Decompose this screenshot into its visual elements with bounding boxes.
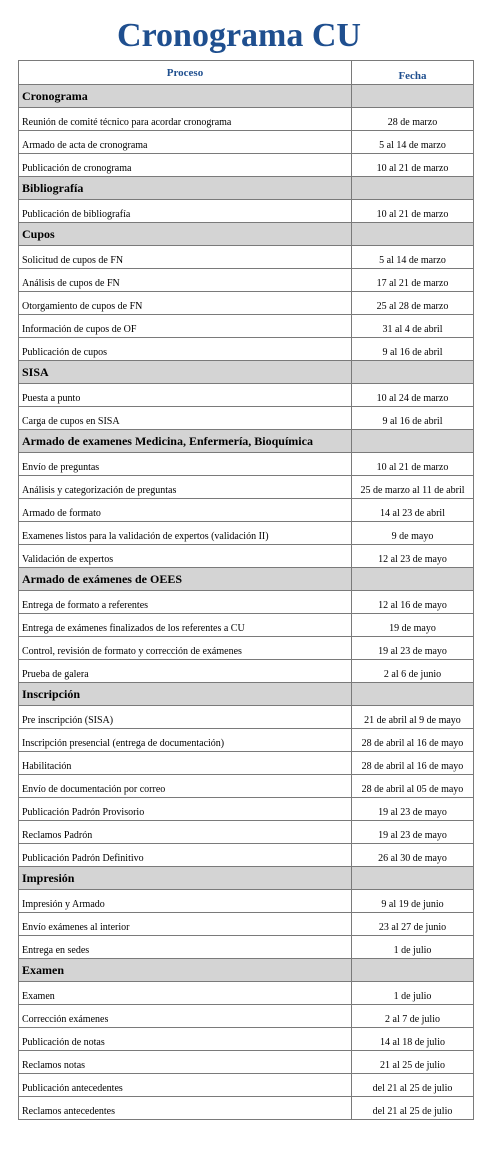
- proceso-cell: Control, revisión de formato y corrección de exámenes: [19, 637, 352, 660]
- section-row: [19, 85, 474, 108]
- fecha-cell: 25 de marzo al 11 de abril: [352, 476, 474, 499]
- table-row: [19, 982, 474, 1005]
- section-title: Bibliografía: [19, 177, 352, 200]
- proceso-cell: Puesta a punto: [19, 384, 352, 407]
- section-title: Armado de exámenes de OEES: [19, 568, 352, 591]
- table-row: [19, 729, 474, 752]
- proceso-cell: Envío de documentación por correo: [19, 775, 352, 798]
- section-empty-cell: [352, 683, 474, 706]
- fecha-cell: 5 al 14 de marzo: [352, 131, 474, 154]
- table-row: [19, 292, 474, 315]
- fecha-cell: 19 al 23 de mayo: [352, 798, 474, 821]
- proceso-cell: Solicitud de cupos de FN: [19, 246, 352, 269]
- table-row: [19, 1051, 474, 1074]
- fecha-cell: 5 al 14 de marzo: [352, 246, 474, 269]
- fecha-cell: 10 al 24 de marzo: [352, 384, 474, 407]
- fecha-cell: del 21 al 25 de julio: [352, 1097, 474, 1120]
- fecha-cell: 28 de marzo: [352, 108, 474, 131]
- proceso-cell: Publicación Padrón Definitivo: [19, 844, 352, 867]
- table-row: [19, 798, 474, 821]
- table-row: [19, 1097, 474, 1120]
- section-row: [19, 430, 474, 453]
- fecha-cell: 23 al 27 de junio: [352, 913, 474, 936]
- table-row: [19, 384, 474, 407]
- table-row: [19, 591, 474, 614]
- fecha-cell: 14 al 18 de julio: [352, 1028, 474, 1051]
- table-row: [19, 706, 474, 729]
- fecha-cell: 28 de abril al 05 de mayo: [352, 775, 474, 798]
- table-row: [19, 315, 474, 338]
- section-empty-cell: [352, 430, 474, 453]
- proceso-cell: Examen: [19, 982, 352, 1005]
- fecha-cell: 12 al 16 de mayo: [352, 591, 474, 614]
- table-row: [19, 1005, 474, 1028]
- fecha-cell: 17 al 21 de marzo: [352, 269, 474, 292]
- proceso-cell: Reclamos notas: [19, 1051, 352, 1074]
- table-row: [19, 269, 474, 292]
- section-title: Armado de examenes Medicina, Enfermería, Bioquímica: [19, 430, 352, 453]
- fecha-cell: 9 al 16 de abril: [352, 407, 474, 430]
- table-row: [19, 453, 474, 476]
- fecha-cell: 28 de abril al 16 de mayo: [352, 752, 474, 775]
- table-row: [19, 522, 474, 545]
- fecha-cell: 25 al 28 de marzo: [352, 292, 474, 315]
- section-row: [19, 177, 474, 200]
- section-empty-cell: [352, 361, 474, 384]
- fecha-cell: 1 de julio: [352, 982, 474, 1005]
- fecha-cell: 2 al 6 de junio: [352, 660, 474, 683]
- section-row: [19, 683, 474, 706]
- proceso-cell: Información de cupos de OF: [19, 315, 352, 338]
- section-row: [19, 223, 474, 246]
- table-row: [19, 775, 474, 798]
- fecha-cell: 10 al 21 de marzo: [352, 200, 474, 223]
- proceso-cell: Prueba de galera: [19, 660, 352, 683]
- section-row: [19, 568, 474, 591]
- section-row: [19, 959, 474, 982]
- table-row: [19, 752, 474, 775]
- fecha-cell: del 21 al 25 de julio: [352, 1074, 474, 1097]
- fecha-cell: 19 al 23 de mayo: [352, 637, 474, 660]
- proceso-cell: Reclamos antecedentes: [19, 1097, 352, 1120]
- table-row: [19, 154, 474, 177]
- fecha-cell: 31 al 4 de abril: [352, 315, 474, 338]
- section-title: SISA: [19, 361, 352, 384]
- table-row: [19, 637, 474, 660]
- section-title: Examen: [19, 959, 352, 982]
- section-empty-cell: [352, 959, 474, 982]
- table-row: [19, 936, 474, 959]
- fecha-cell: 14 al 23 de abril: [352, 499, 474, 522]
- section-row: [19, 361, 474, 384]
- table-row: [19, 338, 474, 361]
- table-row: [19, 890, 474, 913]
- proceso-cell: Habilitación: [19, 752, 352, 775]
- table-row: [19, 913, 474, 936]
- proceso-cell: Publicación antecedentes: [19, 1074, 352, 1097]
- section-empty-cell: [352, 85, 474, 108]
- proceso-cell: Armado de formato: [19, 499, 352, 522]
- fecha-cell: 28 de abril al 16 de mayo: [352, 729, 474, 752]
- table-row: [19, 200, 474, 223]
- fecha-cell: 2 al 7 de julio: [352, 1005, 474, 1028]
- proceso-cell: Envío exámenes al interior: [19, 913, 352, 936]
- fecha-cell: 10 al 21 de marzo: [352, 453, 474, 476]
- proceso-cell: Carga de cupos en SISA: [19, 407, 352, 430]
- table-row: [19, 660, 474, 683]
- section-row: [19, 867, 474, 890]
- fecha-cell: 10 al 21 de marzo: [352, 154, 474, 177]
- table-row: [19, 844, 474, 867]
- table-row: [19, 614, 474, 637]
- proceso-cell: Reclamos Padrón: [19, 821, 352, 844]
- proceso-cell: Publicación de bibliografía: [19, 200, 352, 223]
- section-title: Inscripción: [19, 683, 352, 706]
- table-row: [19, 821, 474, 844]
- fecha-cell: 9 al 19 de junio: [352, 890, 474, 913]
- fecha-cell: 21 de abril al 9 de mayo: [352, 706, 474, 729]
- page-title: Cronograma CU: [117, 17, 361, 54]
- proceso-cell: Reunión de comité técnico para acordar cronograma: [19, 108, 352, 131]
- proceso-cell: Corrección exámenes: [19, 1005, 352, 1028]
- table-row: [19, 476, 474, 499]
- proceso-cell: Envío de preguntas: [19, 453, 352, 476]
- proceso-cell: Armado de acta de cronograma: [19, 131, 352, 154]
- table-row: [19, 246, 474, 269]
- fecha-cell: 9 al 16 de abril: [352, 338, 474, 361]
- table-row: [19, 131, 474, 154]
- section-empty-cell: [352, 867, 474, 890]
- proceso-cell: Publicación de cronograma: [19, 154, 352, 177]
- table-row: [19, 545, 474, 568]
- section-title: Cupos: [19, 223, 352, 246]
- header-row: [19, 61, 474, 85]
- header-fecha: Fecha: [352, 61, 474, 85]
- proceso-cell: Examenes listos para la validación de expertos (validación II): [19, 522, 352, 545]
- fecha-cell: 19 de mayo: [352, 614, 474, 637]
- section-empty-cell: [352, 177, 474, 200]
- proceso-cell: Pre inscripción (SISA): [19, 706, 352, 729]
- schedule-table: [18, 60, 474, 1120]
- table-row: [19, 108, 474, 131]
- proceso-cell: Impresión y Armado: [19, 890, 352, 913]
- proceso-cell: Publicación de cupos: [19, 338, 352, 361]
- proceso-cell: Entrega de formato a referentes: [19, 591, 352, 614]
- proceso-cell: Inscripción presencial (entrega de documentación): [19, 729, 352, 752]
- schedule-body: [19, 61, 474, 1120]
- proceso-cell: Análisis de cupos de FN: [19, 269, 352, 292]
- proceso-cell: Otorgamiento de cupos de FN: [19, 292, 352, 315]
- fecha-cell: 26 al 30 de mayo: [352, 844, 474, 867]
- proceso-cell: Entrega en sedes: [19, 936, 352, 959]
- proceso-cell: Validación de expertos: [19, 545, 352, 568]
- proceso-cell: Entrega de exámenes finalizados de los referentes a CU: [19, 614, 352, 637]
- proceso-cell: Publicación de notas: [19, 1028, 352, 1051]
- fecha-cell: 12 al 23 de mayo: [352, 545, 474, 568]
- header-proceso: Proceso: [19, 61, 352, 85]
- proceso-cell: Análisis y categorización de preguntas: [19, 476, 352, 499]
- fecha-cell: 19 al 23 de mayo: [352, 821, 474, 844]
- section-title: Cronograma: [19, 85, 352, 108]
- table-row: [19, 1074, 474, 1097]
- section-title: Impresión: [19, 867, 352, 890]
- fecha-cell: 1 de julio: [352, 936, 474, 959]
- table-row: [19, 407, 474, 430]
- section-empty-cell: [352, 223, 474, 246]
- fecha-cell: 21 al 25 de julio: [352, 1051, 474, 1074]
- table-row: [19, 1028, 474, 1051]
- fecha-cell: 9 de mayo: [352, 522, 474, 545]
- proceso-cell: Publicación Padrón Provisorio: [19, 798, 352, 821]
- table-row: [19, 499, 474, 522]
- section-empty-cell: [352, 568, 474, 591]
